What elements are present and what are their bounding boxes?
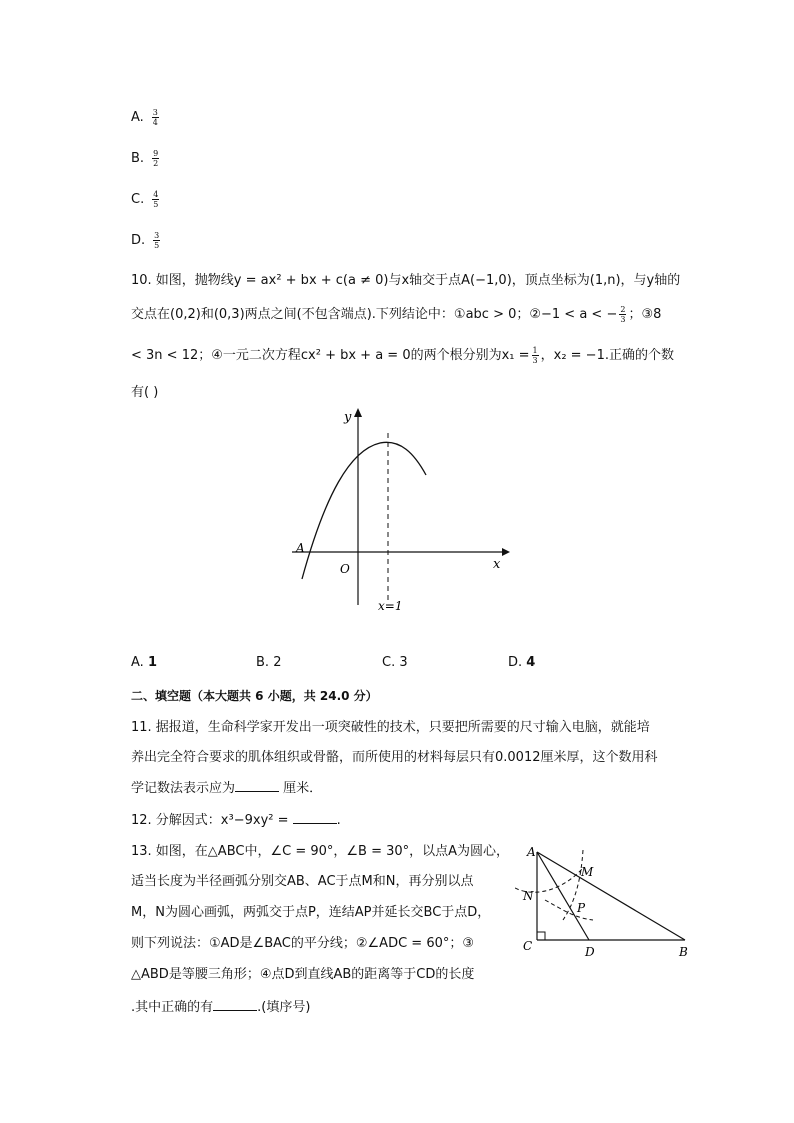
q13-line2: 适当长度为半径画弧分别交AB、AC于点M和N，再分别以点 — [131, 874, 474, 889]
q13-line6: .其中正确的有 .(填序号) — [131, 1000, 311, 1015]
q10-line4: 有( ) — [131, 385, 159, 400]
q10-option-b[interactable]: B. 2 — [256, 655, 282, 670]
q10-line3: < 3n < 12；④一元二次方程cx² + bx + a = 0的两个根分别为x₁ = $\frac{1}{3}$ ，x₂ = −1.正确的个数 — [131, 346, 674, 365]
fraction: $\frac{4}{5}$ — [153, 190, 159, 209]
y-axis-arrow-icon — [354, 408, 362, 417]
option-label: D. — [131, 233, 146, 248]
answer-blank[interactable] — [213, 998, 257, 1011]
q10-parabola-figure — [280, 405, 520, 615]
q10-option-d[interactable]: D. 4 — [508, 655, 536, 670]
x-axis-arrow-icon — [502, 548, 510, 556]
label-p: P — [577, 901, 586, 915]
right-angle-mark — [537, 932, 545, 940]
fraction: $\frac{9}{2}$ — [153, 149, 159, 168]
q10-line2: 交点在(0,2)和(0,3)两点之间(不包含端点).下列结论中：①abc > 0；②−1 < a < − $\frac{2}{3}$ ；③8 — [131, 305, 662, 324]
q11-line1: 11. 据报道，生命科学家开发出一项突破性的技术，只要把所需要的尺寸输入电脑，就能培 — [131, 720, 650, 735]
q13-line1: 13. 如图，在△ABC中，∠C = 90°，∠B = 30°，以点A为圆心， — [131, 844, 510, 859]
fraction: $\frac{3}{4}$ — [152, 108, 158, 127]
section2-title: 二、填空题（本大题共 6 小题，共 24.0 分） — [131, 689, 378, 703]
answer-blank[interactable] — [293, 811, 337, 824]
q10-line1: 10. 如图，抛物线y = ax² + bx + c(a ≠ 0)与x轴交于点A(−1,0)，顶点坐标为(1,n)，与y轴的 — [131, 273, 681, 288]
arc-n — [545, 900, 593, 920]
q12-line: 12. 分解因式：x³−9xy² = . — [131, 813, 341, 828]
fraction: $\frac{2}{3}$ — [620, 305, 626, 324]
q11-line2: 养出完全符合要求的肌体组织或骨骼，而所使用的材料每层只有0.0012厘米厚，这个数用科 — [131, 750, 658, 765]
label-b: B — [679, 945, 688, 959]
side-ab — [537, 852, 685, 940]
q13-triangle-figure — [515, 840, 705, 965]
q9-option-c[interactable] — [131, 190, 161, 209]
option-label: A. — [131, 110, 144, 125]
option-label: C. — [131, 192, 145, 207]
q9-option-d[interactable] — [131, 231, 162, 250]
answer-blank[interactable] — [235, 779, 279, 792]
point-a-label: A — [296, 541, 305, 555]
fraction: $\frac{3}{5}$ — [154, 231, 160, 250]
q13-line3: M，N为圆心画弧，两弧交于点P，连结AP并延长交BC于点D， — [131, 905, 491, 920]
label-n: N — [523, 889, 534, 903]
label-m: M — [581, 865, 594, 879]
q9-option-a[interactable] — [131, 108, 161, 127]
label-d: D — [585, 945, 595, 959]
q11-line3: 学记数法表示应为 厘米． — [131, 781, 323, 796]
q10-option-c[interactable]: C. 3 — [382, 655, 408, 670]
parabola-curve — [302, 442, 426, 579]
label-a: A — [527, 845, 536, 859]
symmetry-axis-label: x=1 — [378, 599, 403, 613]
fraction: $\frac{1}{3}$ — [532, 346, 538, 365]
x-axis-label: x — [493, 557, 501, 572]
option-label: B. — [131, 151, 145, 166]
q9-option-b[interactable] — [131, 149, 161, 168]
y-axis-label: y — [344, 410, 352, 425]
q13-line5: △ABD是等腰三角形；④点D到直线AB的距离等于CD的长度 — [131, 967, 475, 982]
q13-line4: 则下列说法：①AD是∠BAC的平分线；②∠ADC = 60°；③ — [131, 936, 475, 951]
origin-label: O — [340, 562, 350, 576]
label-c: C — [523, 939, 533, 953]
q10-option-a[interactable]: A. 1 — [131, 655, 157, 670]
